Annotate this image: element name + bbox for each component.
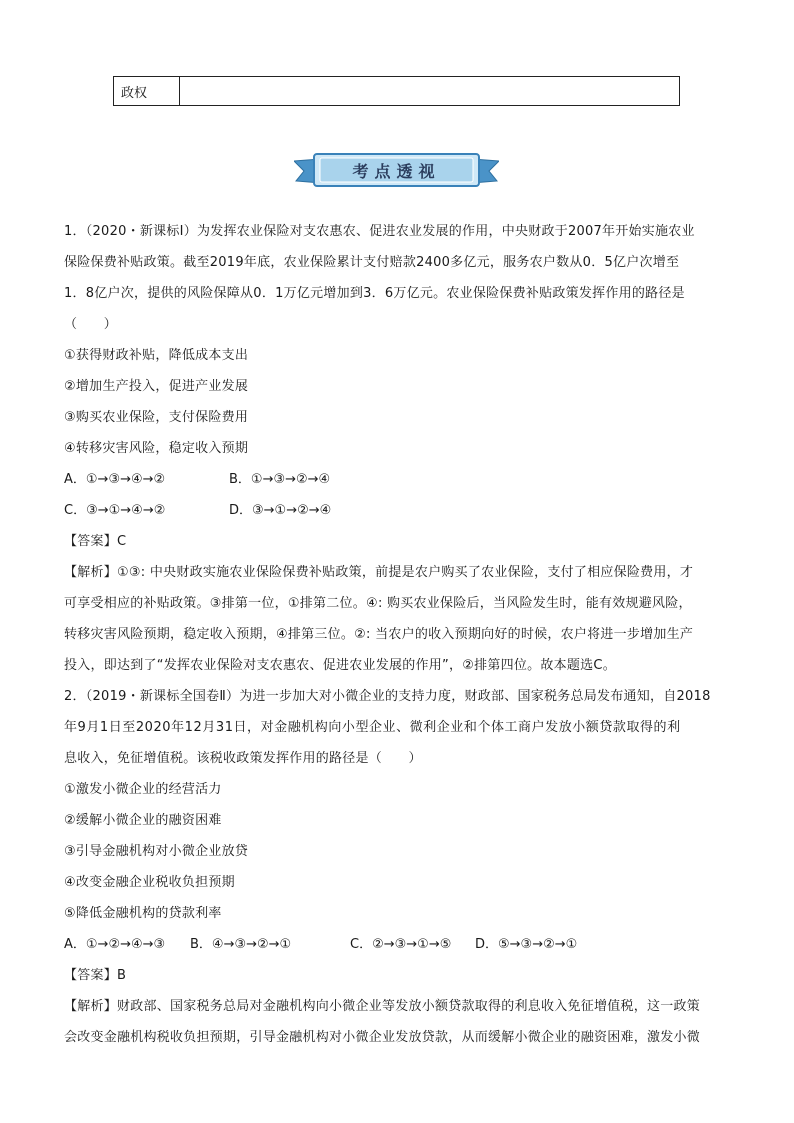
section-banner (294, 151, 499, 191)
question-content (64, 216, 734, 1053)
question-2-item-5: ⑤降低金融机构的贷款利率 (64, 906, 222, 921)
question-1-stem-line-3: 1．8亿户次，提供的风险保障从0．1万亿元增加到3．6万亿元。农业保险保费补贴政策发挥作用的路径是 (64, 286, 685, 301)
question-2-analysis-line-2: 会改变金融机构税收负担预期，引导金融机构对小微企业发放贷款，从而缓解小微企业的融资困难，激发小微 (64, 1030, 701, 1045)
question-1-stem-line-2: 保险保费补贴政策。截至2019年底，农业保险累计支付赔款2400多亿元，服务农户数从0．5亿户次增至 (64, 255, 680, 270)
question-2-stem-line-2: 年9月1日至2020年12月31日，对金融机构向小型企业、微利企业和个体工商户发放小额贷款取得的利 (64, 720, 681, 735)
question-2-option-d: D．⑤→③→②→① (475, 937, 578, 952)
question-1-answer: 【答案】C (64, 534, 127, 549)
table-cell-label: 政权 (114, 77, 180, 105)
question-1-options-row-1 (64, 464, 734, 495)
question-1-option-d: D．③→①→②→④ (229, 503, 332, 518)
question-1-analysis-line-2: 可享受相应的补贴政策。③排第一位，①排第二位。④: 购买农业保险后，当风险发生时，能有效规避风险， (64, 596, 692, 611)
question-2-item-1: ①激发小微企业的经营活力 (64, 782, 222, 797)
banner-title: 考点透视 (352, 161, 441, 181)
question-2-options-row (64, 929, 734, 960)
question-2-answer: 【答案】B (64, 968, 127, 983)
question-2-stem-line-3: 息收入，免征增值税。该税收政策发挥作用的路径是（ ） (64, 751, 422, 766)
question-1-item-3: ③购买农业保险，支付保险费用 (64, 410, 249, 425)
question-2-stem-line-1: 2．（2019・新课标全国卷Ⅱ）为进一步加大对小微企业的支持力度，财政部、国家税务总局发布通知，自2018 (64, 689, 711, 704)
table-cell-value (180, 77, 679, 105)
question-1-item-2: ②增加生产投入，促进产业发展 (64, 379, 249, 394)
question-1-stem-line-4: （ ） (64, 317, 118, 332)
question-2-option-c: C．②→③→①→⑤ (350, 937, 452, 952)
question-2-analysis-line-1: 【解析】财政部、国家税务总局对金融机构向小微企业等发放小额贷款取得的利息收入免征增值税，这一政策 (64, 999, 701, 1014)
question-2-item-3: ③引导金融机构对小微企业放贷 (64, 844, 249, 859)
question-1-item-1: ①获得财政补贴，降低成本支出 (64, 348, 249, 363)
question-1-stem-line-1: 1．（2020・新课标Ⅰ）为发挥农业保险对支农惠农、促进农业发展的作用，中央财政于2007年开始实施农业 (64, 224, 695, 239)
question-1-analysis-line-1: 【解析】①③: 中央财政实施农业保险保费补贴政策，前提是农户购买了农业保险，支付了相应保险费用，才 (64, 565, 694, 580)
question-1-option-a: A．①→③→④→② (64, 472, 166, 487)
question-1-options-row-2 (64, 495, 734, 526)
question-1-analysis-line-3: 转移灾害风险预期，稳定收入预期，④排第三位。②: 当农户的收入预期向好的时候，农户将进一步增加生产 (64, 627, 694, 642)
question-2-item-4: ④改变金融企业税收负担预期 (64, 875, 235, 890)
question-2-option-a: A．①→②→④→③ (64, 937, 166, 952)
question-2-item-2: ②缓解小微企业的融资困难 (64, 813, 222, 828)
question-1 (64, 216, 734, 681)
question-1-option-b: B．①→③→②→④ (229, 472, 331, 487)
question-1-option-c: C．③→①→④→② (64, 503, 166, 518)
question-2-option-b: B．④→③→②→① (190, 937, 292, 952)
question-2 (64, 681, 734, 1053)
question-1-analysis-line-4: 投入，即达到了“发挥农业保险对支农惠农、促进农业发展的作用”，②排第四位。故本题选C。 (64, 658, 616, 673)
question-1-item-4: ④转移灾害风险，稳定收入预期 (64, 441, 249, 456)
top-table-row (113, 76, 680, 106)
